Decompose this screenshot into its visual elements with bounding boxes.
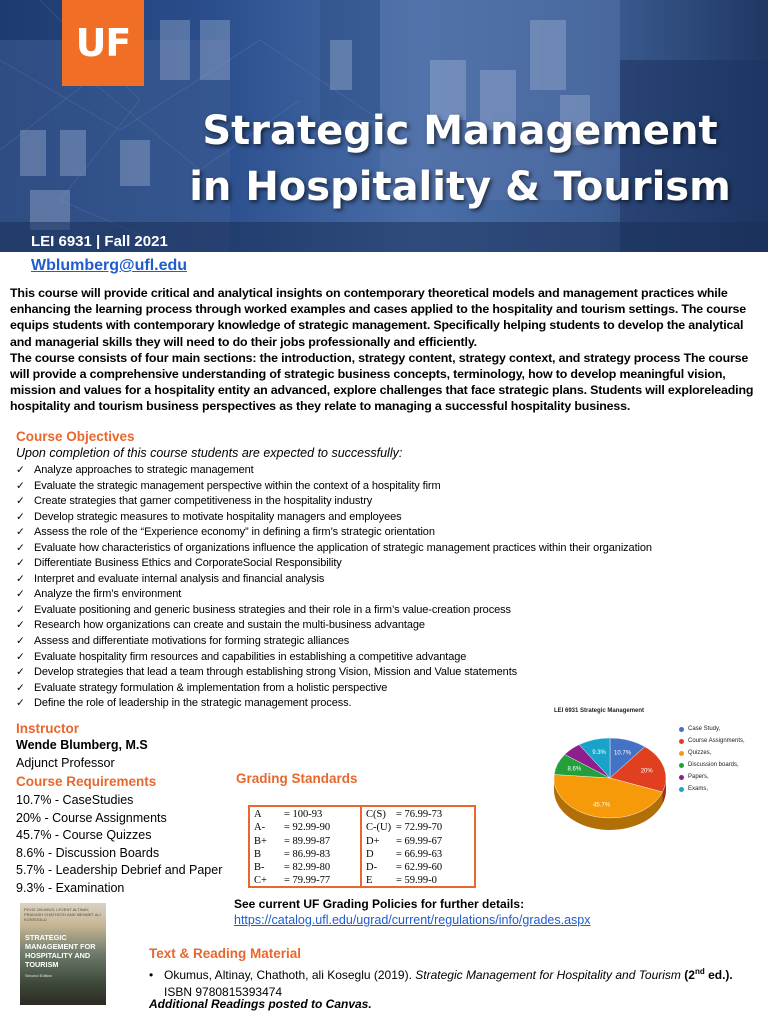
- grade-weight-pie-chart: [548, 708, 763, 843]
- requirements-list: [16, 792, 222, 897]
- grade-row: A = 100-93: [254, 809, 323, 820]
- grade-row: A- = 92.99-90: [254, 822, 331, 834]
- pie-data-label: 9.3%: [592, 749, 606, 756]
- objective-item: ✓ Develop strategic measures to motivate hospitality managers and employees: [16, 510, 652, 526]
- objectives-heading: Course Objectives: [16, 429, 135, 444]
- legend-item: Course Assignments,: [679, 738, 749, 745]
- objective-item: ✓ Create strategies that garner competitiveness in the hospitality industry: [16, 494, 652, 510]
- objective-item: ✓ Research how organizations can create and sustain the multi-business advantage: [16, 618, 652, 634]
- reading-heading: Text & Reading Material: [149, 946, 302, 961]
- objective-item: ✓ Assess the role of the “Experience economy” in defining a firm’s strategic orientation: [16, 525, 652, 541]
- title-line-1: Strategic Management: [202, 108, 718, 154]
- legend-item: Discussion boards,: [679, 762, 749, 769]
- reading-citation: [149, 963, 733, 1001]
- grading-column-right: [362, 807, 474, 886]
- grading-policy-note: See current UF Grading Policies for further details:: [234, 897, 525, 911]
- grade-row: D+ = 69.99-67: [366, 835, 443, 847]
- additional-readings-note: Additional Readings posted to Canvas.: [149, 997, 372, 1011]
- checkmark-icon: ✓: [16, 681, 25, 694]
- instructor-heading: Instructor: [16, 721, 80, 736]
- legend-item: Case Study,: [679, 726, 749, 733]
- uf-logo: UF: [62, 0, 144, 86]
- legend-item: Exams,: [679, 786, 749, 793]
- grade-row: D- = 62.99-60: [366, 862, 443, 874]
- bullet-icon: •: [149, 968, 154, 982]
- legend-marker: [679, 763, 684, 768]
- checkmark-icon: ✓: [16, 572, 25, 585]
- objective-item: ✓ Analyze approaches to strategic management: [16, 463, 652, 479]
- textbook-cover-image: [20, 903, 106, 1005]
- header-banner: [0, 0, 768, 252]
- grade-row: D = 66.99-63: [366, 848, 443, 860]
- book-title: STRATEGIC MANAGEMENT FOR HOSPITALITY AND TOURISM: [25, 933, 96, 969]
- grade-row: C(S) = 76.99-73: [366, 809, 443, 820]
- checkmark-icon: ✓: [16, 619, 25, 632]
- checkmark-icon: ✓: [16, 588, 25, 601]
- objective-item: ✓ Evaluate how characteristics of organizations influence the application of strategic management practices within their organization: [16, 541, 652, 557]
- legend-marker: [679, 739, 684, 744]
- checkmark-icon: ✓: [16, 479, 25, 492]
- chart-legend: [679, 726, 749, 798]
- checkmark-icon: ✓: [16, 541, 25, 554]
- legend-marker: [679, 787, 684, 792]
- description-paragraph-1: This course will provide critical and analytical insights on contemporary theoretical models and management practices while enhancing the learning process through worked examples and cases applied to the hospitality and tourism settings. The course equips students with contemporary knowledge of strategic management. Specifically helping students to develop the analytical and managerial skills they will need to do their jobs professionally and efficiently.: [10, 286, 747, 349]
- objectives-intro: Upon completion of this course students are expected to successfully:: [16, 446, 403, 460]
- objective-item: ✓ Interpret and evaluate internal analysis and financial analysis: [16, 572, 652, 588]
- citation-book-title: Strategic Management for Hospitality and Tourism: [415, 968, 681, 982]
- legend-marker: [679, 775, 684, 780]
- instructor-email-link[interactable]: Wblumberg@ufl.edu: [31, 257, 188, 274]
- pie-data-label: 10.7%: [614, 750, 632, 757]
- grading-column-left: [250, 807, 362, 886]
- page-title: [150, 103, 768, 215]
- legend-marker: [679, 751, 684, 756]
- objective-item: ✓ Develop strategies that lead a team through establishing strong Vision, Mission and Value statements: [16, 665, 652, 681]
- pie-data-label: 8.6%: [567, 766, 582, 773]
- book-authors: FEVZI OKUMUS, LEVENT ALTINAY, PRAKASH CHATHOTH AND MEHMET ALI KOSEOGLU: [24, 907, 101, 922]
- title-line-2: in Hospitality & Tourism: [189, 164, 731, 210]
- objective-item: ✓ Evaluate hospitality firm resources and capabilities in establishing a competitive advantage: [16, 650, 652, 666]
- checkmark-icon: ✓: [16, 557, 25, 570]
- objective-item: ✓ Define the role of leadership in the strategic management process.: [16, 696, 652, 712]
- pie-data-label: 45.7%: [593, 802, 611, 809]
- requirements-heading: Course Requirements: [16, 774, 157, 789]
- requirement-item: 9.3% - Examination: [16, 880, 125, 895]
- course-code: LEI 6931 | Fall 2021: [31, 233, 168, 250]
- course-description: [10, 285, 762, 415]
- legend-item: Papers,: [679, 774, 749, 781]
- requirement-item: 20% - Course Assignments: [16, 810, 167, 825]
- grade-row: E = 59.99-0: [366, 875, 437, 887]
- grading-policy-link[interactable]: https://catalog.ufl.edu/ugrad/current/regulations/info/grades.aspx: [234, 913, 591, 927]
- citation-line: • Okumus, Altinay, Chathoth, ali Koseglu (2019). Strategic Management for Hospitality and Tourism (2nd ed.).: [149, 967, 733, 982]
- objective-item: ✓ Evaluate the strategic management perspective within the context of a hospitality firm: [16, 479, 652, 495]
- requirement-item: 5.7% - Leadership Debrief and Paper: [16, 863, 223, 877]
- checkmark-icon: ✓: [16, 635, 25, 648]
- objective-item: ✓ Evaluate strategy formulation & implementation from a holistic perspective: [16, 681, 652, 697]
- grade-row: C+ = 79.99-77: [254, 875, 331, 887]
- instructor-title: Adjunct Professor: [16, 756, 115, 770]
- description-paragraph-2: The course consists of four main sections: the introduction, strategy content, strategy context, and strategy process The course will provide a comprehensive understanding of strategic business concepts, terminology, how to develop meaningful vision, mission and values for a hospitality entity an advanced, explore challenges that face strategic plans. Students will exploreleading hospitality and tourism business perspectives as they relate to managing a successful hospitality business.: [10, 350, 754, 414]
- grading-heading: Grading Standards: [236, 771, 358, 786]
- checkmark-icon: ✓: [16, 526, 25, 539]
- checkmark-icon: ✓: [16, 603, 25, 616]
- chart-title: LEI 6931 Strategic Management: [554, 708, 645, 714]
- requirement-item: 45.7% - Course Quizzes: [16, 828, 152, 842]
- grade-row: B = 86.99-83: [254, 848, 331, 860]
- book-edition: Second Edition: [25, 973, 52, 978]
- legend-item: Quizzes,: [679, 750, 749, 757]
- checkmark-icon: ✓: [16, 666, 25, 679]
- checkmark-icon: ✓: [16, 464, 25, 476]
- instructor-name: Wende Blumberg, M.S: [16, 738, 148, 752]
- requirement-item: 8.6% - Discussion Boards: [16, 845, 160, 860]
- objective-item: ✓ Evaluate positioning and generic business strategies and their role in a firm’s value-creation process: [16, 603, 652, 619]
- citation-isbn: ISBN 9780815393474: [164, 985, 283, 999]
- grading-table: [248, 805, 476, 888]
- objective-item: ✓ Analyze the firm’s environment: [16, 587, 652, 603]
- checkmark-icon: ✓: [16, 650, 25, 663]
- grade-row: B- = 82.99-80: [254, 862, 331, 874]
- checkmark-icon: ✓: [16, 495, 25, 508]
- objectives-list: [16, 463, 652, 712]
- requirement-item: 10.7% - CaseStudies: [16, 793, 134, 807]
- objective-item: ✓ Differentiate Business Ethics and CorporateSocial Responsibility: [16, 556, 652, 572]
- pie-chart-svg: [548, 708, 683, 843]
- checkmark-icon: ✓: [16, 697, 25, 710]
- legend-marker: [679, 727, 684, 732]
- objective-item: ✓ Assess and differentiate motivations for forming strategic alliances: [16, 634, 652, 650]
- pie-data-label: 20%: [640, 768, 653, 775]
- grade-row: B+ = 89.99-87: [254, 835, 331, 847]
- checkmark-icon: ✓: [16, 510, 25, 523]
- grade-row: C-(U) = 72.99-70: [366, 822, 443, 834]
